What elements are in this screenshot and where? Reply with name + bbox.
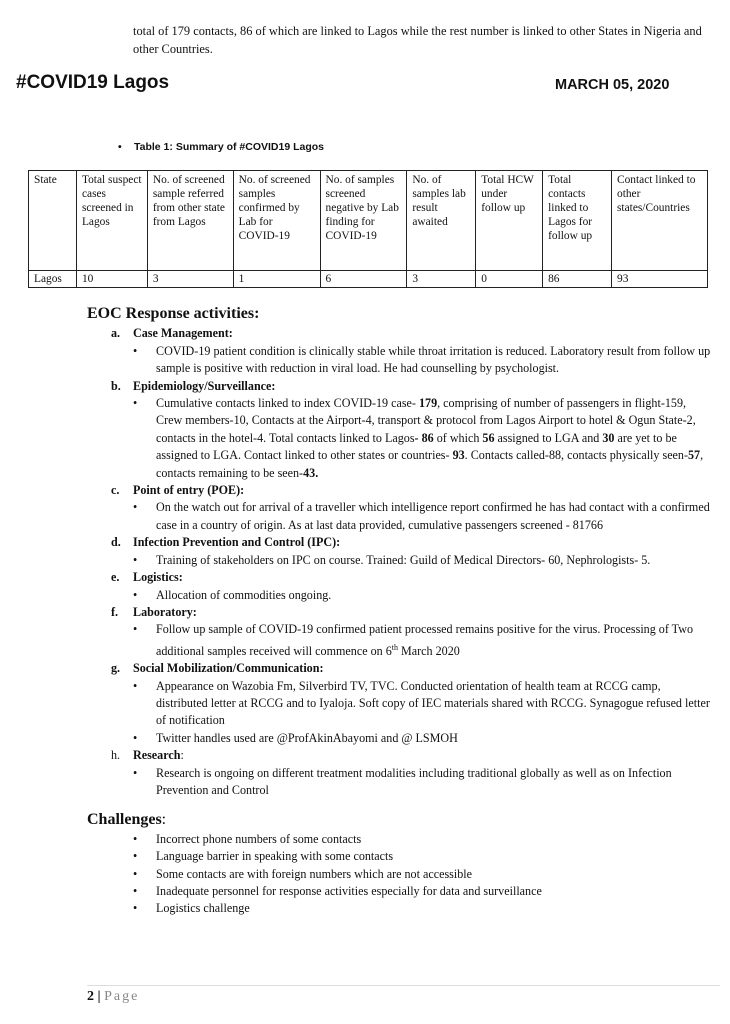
list-item: • Appearance on Wazobia Fm, Silverbird TV, TVC. Conducted orientation of health team at RCCG camp, distributed letter at RCCG and to Iyaloja. Soft copy of IEC materials shared with RCCG. Synagogue refused letter of notification	[87, 678, 715, 730]
bullet-icon: •	[133, 587, 138, 602]
bullet-icon: •	[133, 831, 138, 846]
list-item: • On the watch out for arrival of a traveller which intelligence report confirmed he has had contact with a confirmed case in a country of origin. As at last data provided, cumulative passengers screened - 81766	[87, 499, 715, 534]
list-item	[87, 621, 715, 660]
table-row	[29, 271, 708, 288]
section-heading: c. Point of entry (POE):	[111, 483, 245, 498]
table-header-cell: State	[29, 171, 77, 271]
bullet-icon: •	[133, 622, 138, 637]
footer-separator: |	[97, 989, 101, 1004]
list-item: • Twitter handles used are @ProfAkinAbayomi and @ LSMOH	[87, 730, 715, 747]
table-header-cell: Total HCW under follow up	[476, 171, 543, 271]
bullet-icon: •	[133, 849, 138, 864]
list-item: • Training of stakeholders on IPC on course. Trained: Guild of Medical Directors- 60, Nephrologists- 5.	[87, 552, 715, 569]
list-item: • COVID-19 patient condition is clinically stable while throat irritation is reduced. Laboratory result from follow up sample is positive with reduction in viral load. He had counselling by psychologist.	[87, 343, 715, 378]
page-footer	[87, 989, 139, 1005]
table-cell: 1	[233, 271, 320, 288]
table-cell: 6	[320, 271, 407, 288]
section-heading: e. Logistics:	[111, 570, 183, 585]
bullet-icon: •	[133, 901, 138, 916]
bullet-icon: •	[133, 866, 138, 881]
list-item: • Incorrect phone numbers of some contacts	[87, 831, 715, 848]
report-date: MARCH 05, 2020	[555, 77, 670, 93]
page-label: Page	[104, 989, 140, 1004]
list-item: • Logistics challenge	[87, 900, 715, 917]
table-header-row	[29, 171, 708, 271]
section-heading: g. Social Mobilization/Communication:	[111, 661, 324, 676]
section-heading: f. Laboratory:	[111, 604, 197, 619]
table-cell: 3	[147, 271, 233, 288]
bullet-icon: •	[133, 396, 138, 411]
section-heading: a. Case Management:	[111, 326, 233, 341]
document-title: #COVID19 Lagos	[16, 72, 170, 93]
page-number: 2	[87, 989, 94, 1004]
bullet-icon: •	[133, 678, 138, 693]
bullet-icon: •	[118, 141, 122, 153]
bullet-icon: •	[133, 884, 138, 899]
eoc-heading: EOC Response activities:	[87, 305, 260, 322]
epi-paragraph: Cumulative contacts linked to index COVID-19 case- 179, comprising of number of passengers in flight-159, Crew members-10, Contacts at the Airport-4, transport & protocol from Lagos Airport to hotel & Ogun State-2, contacts in the hotel-4. Total contacts linked to Lagos- 86 of which 56 assigned to LGA and 30 are yet to be assigned to LGA. Contact linked to other states or countries- 93. Contacts called-88, contacts physically seen-57, contacts remaining to be seen-43.	[156, 396, 704, 480]
table-header-cell: No. of screened sample referred from other state from Lagos	[147, 171, 233, 271]
bullet-icon: •	[133, 552, 138, 567]
section-heading: h. Research:	[111, 748, 184, 763]
list-item: • Research is ongoing on different treatment modalities including traditional globally as well as on Infection Prevention and Control	[87, 765, 715, 800]
table-header-cell: No. of screened samples confirmed by Lab for COVID-19	[233, 171, 320, 271]
table-header-cell: No. of samples lab result awaited	[407, 171, 476, 271]
bullet-icon: •	[133, 500, 138, 515]
table-header-cell: Contact linked to other states/Countries	[612, 171, 708, 271]
list-item	[87, 395, 715, 482]
table-cell: 86	[543, 271, 612, 288]
table-caption: • Table 1: Summary of #COVID19 Lagos	[118, 141, 325, 153]
section-heading: d. Infection Prevention and Control (IPC):	[111, 535, 341, 550]
table-cell: 3	[407, 271, 476, 288]
list-item: • Some contacts are with foreign numbers which are not accessible	[87, 866, 715, 883]
table-header-cell: No. of samples screened negative by Lab finding for COVID-19	[320, 171, 407, 271]
table-cell: 0	[476, 271, 543, 288]
table-cell: 93	[612, 271, 708, 288]
table-cell: Lagos	[29, 271, 77, 288]
table-header-cell: Total contacts linked to Lagos for follow up	[543, 171, 612, 271]
report-body	[87, 305, 715, 918]
summary-table	[28, 170, 708, 288]
list-item: • Language barrier in speaking with some contacts	[87, 848, 715, 865]
bullet-icon: •	[133, 765, 138, 780]
table-header-cell: Total suspect cases screened in Lagos	[76, 171, 147, 271]
lab-paragraph: Follow up sample of COVID-19 confirmed patient processed remains positive for the virus. Processing of Two additional samples received will commence on 6th March 2020	[156, 622, 694, 658]
bullet-icon: •	[133, 343, 138, 358]
list-item: • Inadequate personnel for response activities especially for data and surveillance	[87, 883, 715, 900]
footer-divider	[87, 985, 720, 986]
bullet-icon: •	[133, 730, 138, 745]
challenges-heading: Challenges:	[87, 811, 167, 829]
intro-paragraph: total of 179 contacts, 86 of which are linked to Lagos while the rest number is linked to other States in Nigeria and other Countries.	[133, 24, 702, 56]
section-heading: b. Epidemiology/Surveillance:	[111, 378, 276, 393]
table-cell: 10	[76, 271, 147, 288]
list-item: • Allocation of commodities ongoing.	[87, 587, 715, 604]
